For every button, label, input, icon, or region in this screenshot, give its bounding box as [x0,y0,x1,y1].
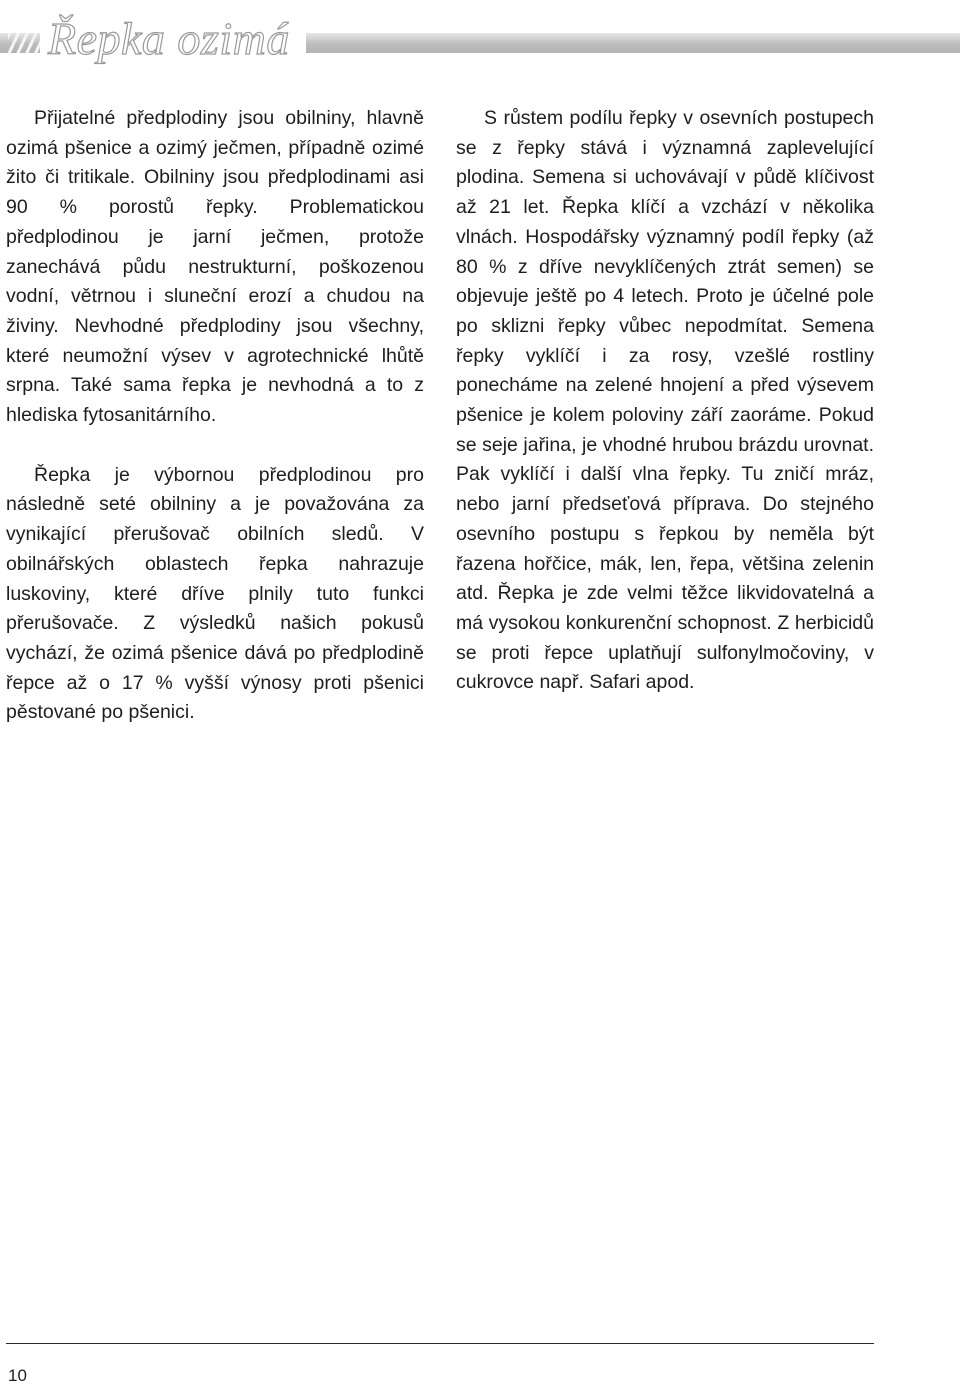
right-column [456,104,874,698]
paragraph: Přijatelné předplodiny jsou obilniny, hlavně ozimá pšenice a ozimý ječmen, případně ozimé žito či tritikale. Obilniny jsou předplodinami asi 90 % porostů řepky. Problematickou předplodinou je jarní ječmen, protože zanechává půdu nestrukturní, poškozenou vodní, větrnou i sluneční erozí a chudou na živiny. Nevhodné předplodiny jsou všechny, které neumožní výsev v agrotechnické lhůtě srpna. Také sama řepka je nevhodná a to z hlediska fytosanitárního. [6,107,424,427]
page-number: 10 [8,1366,27,1385]
left-column [6,104,424,728]
footer-rule [6,1343,874,1344]
paragraph: S růstem podílu řepky v osevních postupech se z řepky stává i významná zaplevelující plodina. Semena si uchovávají v půdě klíčivost až 21 let. Řepka klíčí a vzchází v několika vlnách. Hospodářsky významný podíl řepky (až 80 % z dříve nevyklíčených ztrát semen) se objevuje ještě po 4 letech. Proto je účelné pole po sklizni řepky vůbec nepodmítat. Semena řepky vyklíčí i za rosy, vzešlé rostliny ponecháme na zelené hnojení a před výsevem pšenice je kolem poloviny září zaoráme. Pokud se seje jařina, je vhodné hrubou brázdu urovnat. Pak vyklíčí i další vlna řepky. Tu zničí mráz, nebo jarní předseťová příprava. Do stejného osevního postupu s řepkou by neměla být řazena hořčice, mák, len, řepa, většina zelenin atd. Řepka je zde velmi těžce likvidovatelná a má vysokou konkurenční schopnost. Z herbicidů se proti řepce uplatňují sulfonylmočoviny, v cukrovce např. Safari apod. [456,107,874,694]
page-title: Řepka ozimá [40,12,306,66]
paragraph: Řepka je výbornou předplodinou pro následně seté obilniny a je považována za vynikající přerušovač obilních sledů. V obilnářských oblastech řepka nahrazuje luskoviny, které dříve plnily tuto funkci přerušovače. Z výsledků našich pokusů vychází, že ozimá pšenice dává po předplodině řepce až o 17 % vyšší výnosy proti pšenici pěstované po pšenici. [6,463,424,724]
